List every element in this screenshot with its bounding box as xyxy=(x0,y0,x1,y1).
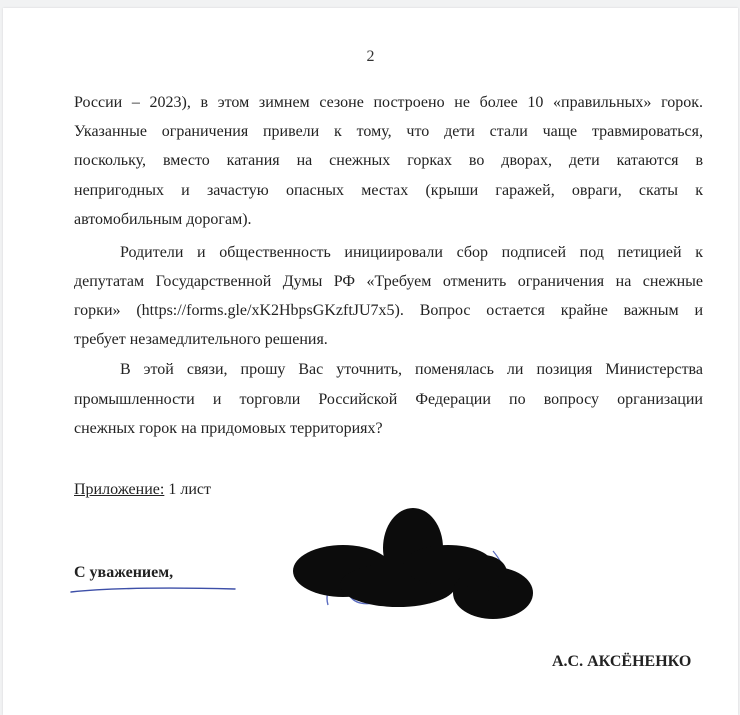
body-line-8: горки» (https://forms.gle/xK2HbpsGKzftJU7x5). Вопрос остается крайне важным и xyxy=(74,302,703,319)
body-line-11: промышленности и торговли Российской Федерации по вопросу организации xyxy=(74,391,703,408)
body-line-3: поскольку, вместо катания на снежных горках во дворах, дети катаются в xyxy=(74,152,703,169)
body-line-5: автомобильным дорогам). xyxy=(74,211,252,228)
page-number: 2 xyxy=(366,48,375,65)
body-line-7: депутатам Государственной Думы РФ «Требуем отменить ограничения на снежные xyxy=(74,273,703,290)
body-line-6: Родители и общественность инициировали сбор подписей под петицией к xyxy=(120,244,703,261)
signer-name: А.С. АКСЁНЕНКО xyxy=(552,653,692,670)
redacted-signature xyxy=(288,503,538,628)
body-line-2: Указанные ограничения привели к тому, что дети стали чаще травмироваться, xyxy=(74,123,703,140)
closing-salutation: С уважением, xyxy=(74,564,174,581)
attachment-value: 1 лист xyxy=(168,481,211,498)
body-line-1: России – 2023), в этом зимнем сезоне построено не более 10 «правильных» горок. xyxy=(74,94,703,111)
body-line-4: непригодных и зачастую опасных местах (крыши гаражей, овраги, скаты к xyxy=(74,182,703,199)
attachment-label: Приложение: xyxy=(74,481,165,498)
body-line-12: снежных горок на придомовых территориях? xyxy=(74,420,383,437)
body-line-10: В этой связи, прошу Вас уточнить, поменялась ли позиция Министерства xyxy=(120,361,703,378)
document-page xyxy=(3,8,738,715)
attachment-line xyxy=(74,481,703,499)
body-line-9: требует незамедлительного решения. xyxy=(74,331,328,348)
salutation-underline-stroke xyxy=(69,582,239,596)
